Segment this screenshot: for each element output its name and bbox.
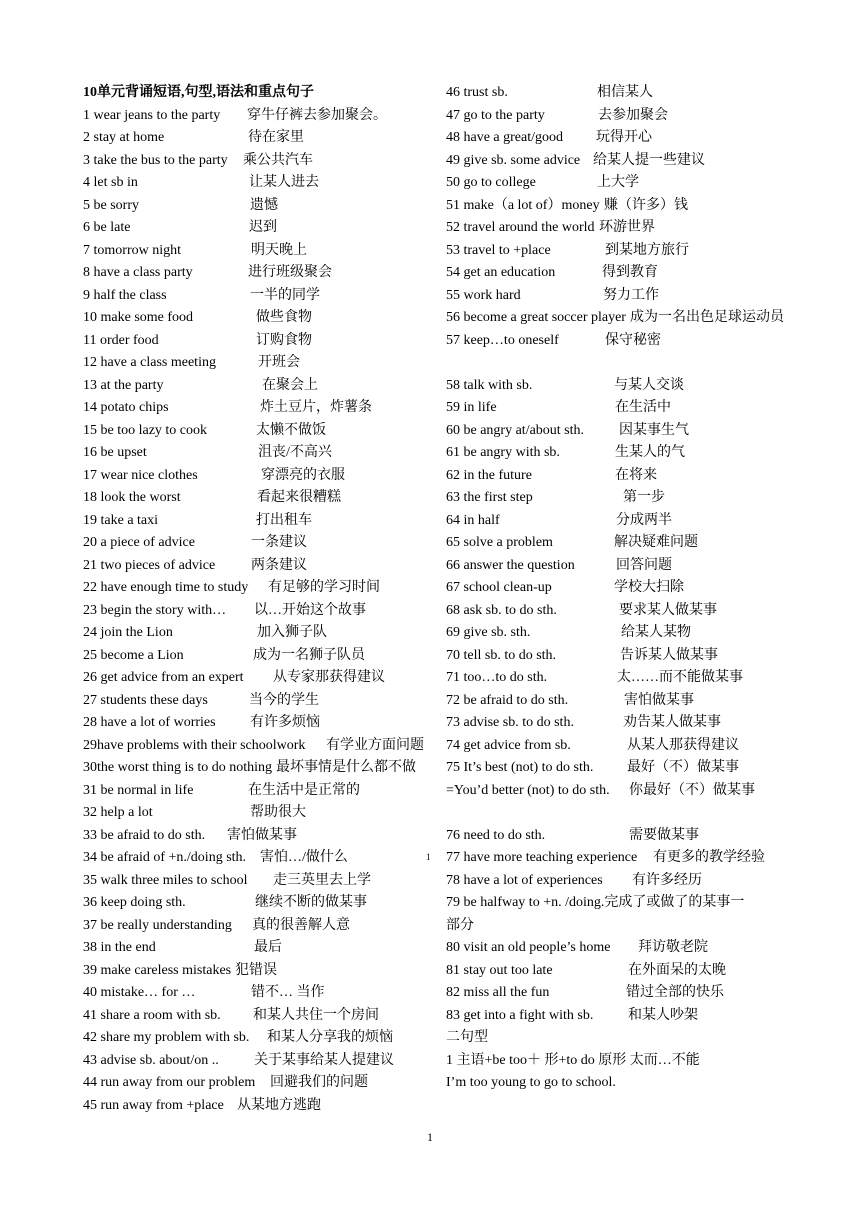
phrase-chinese: 给某人某物 [621, 625, 691, 640]
phrase-english: 1 主语+be too＋ 形+to do 原形 太而…不能 [446, 1052, 700, 1068]
phrase-english: 41 share a room with sb. [83, 1007, 221, 1023]
phrase-english: 82 miss all the fun [446, 985, 550, 1000]
phrase-line [83, 712, 435, 735]
phrase-chinese: 沮丧/不高兴 [258, 445, 332, 460]
page-number: 1 [427, 1130, 433, 1144]
phrase-chinese: 以…开始这个故事 [254, 602, 366, 618]
phrase-english: 55 work hard [446, 287, 521, 303]
phrase-chinese: 做些食物 [256, 310, 312, 325]
phrase-chinese: 关于某事给某人提建议 [254, 1052, 394, 1068]
phrase-line [446, 780, 826, 803]
phrase-english: 24 join the Lion [83, 625, 173, 640]
phrase-chinese: 成为一名狮子队员 [253, 647, 365, 663]
phrase-english: 59 in life [446, 400, 497, 415]
phrase-line [446, 577, 826, 600]
phrase-chinese: 劝告某人做某事 [623, 715, 721, 730]
phrase-chinese: 在外面呆的太晚 [628, 962, 726, 978]
phrase-chinese: 玩得开心 [596, 130, 652, 145]
phrase-line [446, 240, 826, 263]
phrase-line [83, 172, 435, 195]
phrase-english: 22 have enough time to study [83, 580, 249, 595]
phrase-english: 58 talk with sb. [446, 377, 533, 393]
phrase-chinese: 回避我们的问题 [270, 1075, 368, 1090]
phrase-chinese: 当今的学生 [249, 692, 319, 708]
phrase-chinese: 两条建议 [251, 557, 307, 573]
phrase-chinese: 有更多的教学经验 [653, 850, 765, 865]
phrase-english: 9 half the class [83, 287, 167, 303]
phrase-line [446, 870, 826, 893]
phrase-english: 46 trust sb. [446, 85, 508, 100]
phrase-chinese: 得到教育 [602, 265, 658, 280]
phrase-line [83, 352, 435, 375]
phrase-english: 2 stay at home [83, 130, 165, 145]
phrase-line [446, 330, 826, 353]
phrase-english: 75 It’s best (not) to do sth. [446, 760, 594, 775]
phrase-chinese: 有学业方面问题 [326, 737, 424, 753]
phrase-chinese: 相信某人 [597, 85, 653, 100]
phrase-english: 72 be afraid to do sth. [446, 692, 569, 708]
phrase-line [83, 195, 435, 218]
left-column [83, 82, 435, 1117]
phrase-english: 67 school clean-up [446, 580, 552, 595]
phrase-line [446, 1027, 826, 1050]
phrase-chinese: 迟到 [249, 220, 277, 235]
phrase-line [446, 712, 826, 735]
phrase-english: 60 be angry at/about sth. [446, 422, 585, 438]
phrase-line [446, 105, 826, 128]
phrase-english: 30the worst thing is to do nothing [83, 760, 272, 775]
phrase-line [446, 555, 826, 578]
phrase-english: 20 a piece of advice [83, 535, 195, 550]
right-phrase-list-b [446, 375, 826, 1095]
phrase-chinese: 太……而不能做某事 [617, 670, 743, 685]
phrase-line [83, 915, 435, 938]
phrase-chinese: 走三英里去上学 [273, 872, 371, 888]
phrase-line [83, 150, 435, 173]
phrase-english: 62 in the future [446, 467, 532, 483]
phrase-english: 10 make some food [83, 310, 194, 325]
phrase-line [83, 105, 435, 128]
phrase-english: 33 be afraid to do sth. [83, 827, 206, 843]
phrase-line [83, 645, 435, 668]
phrase-line [446, 397, 826, 420]
phrase-chinese: 害怕做某事 [624, 692, 694, 708]
phrase-line [83, 1050, 435, 1073]
phrase-chinese: 继续不断的做某事 [255, 895, 367, 910]
phrase-line [446, 262, 826, 285]
phrase-line [446, 420, 826, 443]
phrase-line [446, 892, 826, 915]
phrase-chinese: 明天晚上 [251, 242, 307, 258]
phrase-english: 51 make（a lot of）money [446, 197, 600, 213]
phrase-chinese: 赚（许多）钱 [604, 197, 688, 213]
phrase-english: 83 get into a fight with sb. [446, 1007, 594, 1023]
phrase-english: 27 students these days [83, 692, 208, 708]
phrase-chinese: 去参加聚会 [598, 107, 668, 123]
phrase-english: 18 look the worst [83, 490, 181, 505]
phrase-english: 57 keep…to oneself [446, 332, 559, 348]
phrase-english: 74 get advice from sb. [446, 737, 571, 753]
phrase-english: 13 at the party [83, 377, 164, 393]
phrase-chinese: 订购食物 [256, 332, 312, 348]
phrase-line [83, 307, 435, 330]
phrase-line [83, 330, 435, 353]
phrase-chinese: 在将来 [615, 467, 657, 483]
phrase-chinese: 和某人分享我的烦恼 [267, 1030, 393, 1045]
phrase-english: 8 have a class party [83, 265, 193, 280]
phrase-line [83, 240, 435, 263]
phrase-english: 64 in half [446, 512, 500, 528]
phrase-chinese: 开班会 [258, 355, 300, 370]
phrase-english: 76 need to do sth. [446, 827, 546, 843]
phrase-chinese: 最坏事情是什么都不做 [276, 760, 416, 775]
phrase-line [83, 892, 435, 915]
phrase-line [446, 667, 826, 690]
phrase-english: 53 travel to +place [446, 242, 551, 258]
phrase-line [83, 262, 435, 285]
phrase-english: 31 be normal in life [83, 782, 194, 798]
phrase-chinese: 给某人提一些建议 [593, 152, 705, 168]
phrase-english: 29have problems with their schoolwork [83, 737, 306, 753]
phrase-english: 40 mistake… for … [83, 985, 196, 1000]
phrase-chinese: 炸土豆片，炸薯条 [260, 400, 372, 415]
phrase-line [83, 802, 435, 825]
phrase-line [83, 825, 435, 848]
phrase-line [83, 510, 435, 533]
phrase-chinese: 努力工作 [603, 287, 659, 303]
phrase-line [446, 735, 826, 758]
phrase-line [83, 487, 435, 510]
phrase-chinese: 从某人那获得建议 [627, 737, 739, 753]
phrase-english: 14 potato chips [83, 400, 169, 415]
phrase-line [446, 487, 826, 510]
phrase-line [446, 937, 826, 960]
phrase-chinese: 从某地方逃跑 [237, 1097, 321, 1113]
phrase-line [83, 600, 435, 623]
phrase-line [83, 690, 435, 713]
left-phrase-list [83, 105, 435, 1118]
phrase-english: 35 walk three miles to school [83, 872, 248, 888]
phrase-chinese: 需要做某事 [629, 827, 699, 843]
phrase-english: 25 become a Lion [83, 647, 184, 663]
phrase-english: 1 wear jeans to the party [83, 107, 221, 123]
phrase-chinese: 因某事生气 [619, 422, 689, 438]
phrase-line [83, 960, 435, 983]
phrase-english: 12 have a class meeting [83, 355, 216, 370]
phrase-line [446, 82, 826, 105]
phrase-english: 73 advise sb. to do sth. [446, 715, 574, 730]
margin-mark: 1 [426, 852, 431, 862]
phrase-line [446, 825, 826, 848]
phrase-line [446, 802, 826, 825]
phrase-english: 23 begin the story with… [83, 602, 227, 618]
phrase-chinese: 有足够的学习时间 [268, 580, 380, 595]
phrase-english: 54 get an education [446, 265, 556, 280]
phrase-chinese: 从专家那获得建议 [273, 670, 385, 685]
phrase-chinese: 和某人共住一个房间 [253, 1007, 379, 1023]
phrase-line [83, 735, 435, 758]
phrase-line [83, 420, 435, 443]
phrase-line [446, 195, 826, 218]
phrase-line [446, 690, 826, 713]
phrase-chinese: 让某人进去 [249, 175, 319, 190]
phrase-chinese: 看起来很糟糕 [257, 490, 341, 505]
phrase-chinese: 遗憾 [250, 197, 278, 213]
phrase-chinese: 乘公共汽车 [243, 152, 313, 168]
phrase-english: 部分 [446, 917, 474, 933]
phrase-chinese: 上大学 [597, 175, 639, 190]
phrase-line [446, 757, 826, 780]
phrase-english: 79 be halfway to +n. /doing.完成了或做了的某事一 [446, 895, 745, 910]
phrase-english: 81 stay out too late [446, 962, 553, 978]
phrase-english: 34 be afraid of +n./doing sth. [83, 850, 247, 865]
phrase-english: 32 help a lot [83, 805, 153, 820]
phrase-english: 45 run away from +place [83, 1097, 224, 1113]
phrase-line [446, 375, 826, 398]
phrase-english: 78 have a lot of experiences [446, 872, 603, 888]
phrase-chinese: 穿牛仔裤去参加聚会。 [247, 107, 387, 123]
phrase-english: 11 order food [83, 332, 159, 348]
phrase-english: 28 have a lot of worries [83, 715, 216, 730]
phrase-english: 19 take a taxi [83, 512, 159, 528]
phrase-english: I’m too young to go to school. [446, 1075, 616, 1090]
phrase-chinese: 拜访敬老院 [638, 940, 708, 955]
phrase-english: 50 go to college [446, 175, 536, 190]
phrase-chinese: 一条建议 [251, 535, 307, 550]
phrase-line [83, 757, 435, 780]
phrase-chinese: 错过全部的快乐 [626, 985, 724, 1000]
phrase-english: 44 run away from our problem [83, 1075, 256, 1090]
phrase-line [446, 442, 826, 465]
phrase-english: 37 be really understanding [83, 917, 232, 933]
phrase-chinese: 进行班级聚会 [248, 265, 332, 280]
phrase-english: 80 visit an old people’s home [446, 940, 611, 955]
phrase-chinese: 生某人的气 [615, 445, 685, 460]
phrase-english: 61 be angry with sb. [446, 445, 560, 460]
phrase-line [83, 937, 435, 960]
phrase-english: 5 be sorry [83, 197, 139, 213]
section-gap [446, 352, 826, 375]
phrase-line [83, 127, 435, 150]
phrase-chinese: 与某人交谈 [614, 377, 684, 393]
phrase-english: 39 make careless mistakes [83, 962, 232, 978]
phrase-english: 47 go to the party [446, 107, 545, 123]
phrase-line [83, 465, 435, 488]
phrase-line [83, 1072, 435, 1095]
phrase-line [83, 555, 435, 578]
phrase-english: 49 give sb. some advice [446, 152, 581, 168]
phrase-chinese: 加入狮子队 [257, 625, 327, 640]
phrase-chinese: 在生活中是正常的 [248, 782, 360, 798]
phrase-line [446, 600, 826, 623]
phrase-english: =You’d better (not) to do sth. [446, 782, 610, 798]
phrase-chinese: 到某地方旅行 [605, 242, 689, 258]
right-phrase-list-a [446, 82, 826, 352]
phrase-english: 48 have a great/good [446, 130, 564, 145]
phrase-chinese: 和某人吵架 [628, 1007, 698, 1023]
phrase-chinese: 最好（不）做某事 [627, 760, 739, 775]
phrase-english: 63 the first step [446, 490, 533, 505]
phrase-english: 38 in the end [83, 940, 156, 955]
phrase-chinese: 有许多烦恼 [250, 715, 320, 730]
phrase-line [83, 1027, 435, 1050]
phrase-chinese: 环游世界 [599, 220, 655, 235]
phrase-line [446, 847, 826, 870]
phrase-chinese: 帮助很大 [250, 805, 306, 820]
phrase-line [83, 375, 435, 398]
phrase-chinese: 告诉某人做某事 [620, 647, 718, 663]
phrase-line [446, 645, 826, 668]
phrase-line [446, 622, 826, 645]
phrase-line [446, 960, 826, 983]
phrase-english: 3 take the bus to the party [83, 152, 228, 168]
phrase-english: 16 be upset [83, 445, 147, 460]
phrase-line [446, 1072, 826, 1095]
phrase-chinese: 打出租车 [256, 512, 312, 528]
phrase-chinese: 在生活中 [615, 400, 671, 415]
phrase-english: 21 two pieces of advice [83, 557, 216, 573]
phrase-english: 4 let sb in [83, 175, 138, 190]
phrase-english: 52 travel around the world [446, 220, 595, 235]
phrase-english: 69 give sb. sth. [446, 625, 531, 640]
phrase-english: 42 share my problem with sb. [83, 1030, 250, 1045]
phrase-line [446, 172, 826, 195]
phrase-line [446, 982, 826, 1005]
phrase-english: 26 get advice from an expert [83, 670, 244, 685]
phrase-line [446, 532, 826, 555]
page-title: 10单元背诵短语,句型,语法和重点句子 [83, 85, 314, 100]
phrase-chinese: 犯错误 [235, 962, 277, 978]
phrase-chinese: 解决疑难问题 [614, 535, 698, 550]
phrase-english: 70 tell sb. to do sth. [446, 647, 557, 663]
phrase-line [83, 847, 435, 870]
phrase-chinese: 一半的同学 [250, 287, 320, 303]
phrase-chinese: 最后 [254, 940, 282, 955]
phrase-line [446, 1050, 826, 1073]
phrase-line [446, 915, 826, 938]
phrase-english: 66 answer the question [446, 557, 575, 573]
phrase-chinese: 太懒不做饭 [256, 422, 326, 438]
phrase-chinese: 要求某人做某事 [619, 602, 717, 618]
phrase-chinese: 分成两半 [616, 512, 672, 528]
right-column [446, 82, 826, 1095]
phrase-english: 71 too…to do sth. [446, 670, 548, 685]
phrase-line [83, 397, 435, 420]
phrase-line [446, 127, 826, 150]
phrase-line [446, 285, 826, 308]
phrase-english: 7 tomorrow night [83, 242, 181, 258]
phrase-line [446, 307, 826, 330]
phrase-english: 36 keep doing sth. [83, 895, 186, 910]
phrase-english: 15 be too lazy to cook [83, 422, 208, 438]
phrase-english: 65 solve a problem [446, 535, 553, 550]
phrase-line [83, 285, 435, 308]
phrase-line [83, 532, 435, 555]
phrase-line [83, 667, 435, 690]
phrase-chinese: 真的很善解人意 [252, 917, 350, 933]
phrase-chinese: 待在家里 [248, 130, 304, 145]
phrase-english: 43 advise sb. about/on .. [83, 1052, 219, 1068]
phrase-chinese: 有许多经历 [632, 872, 702, 888]
phrase-chinese: 在聚会上 [262, 377, 318, 393]
phrase-english: 二句型 [446, 1030, 488, 1045]
phrase-line [83, 217, 435, 240]
phrase-chinese: 错不… 当作 [251, 985, 325, 1000]
phrase-english: 17 wear nice clothes [83, 467, 198, 483]
phrase-line [83, 982, 435, 1005]
phrase-line [446, 217, 826, 240]
phrase-chinese: 学校大扫除 [614, 580, 684, 595]
phrase-english: 77 have more teaching experience [446, 850, 638, 865]
phrase-line [83, 1005, 435, 1028]
phrase-chinese: 保守秘密 [605, 332, 661, 348]
phrase-line [446, 465, 826, 488]
phrase-line [83, 1095, 435, 1118]
phrase-chinese: 穿漂亮的衣服 [261, 467, 345, 483]
phrase-chinese: 成为一名出色足球运动员 [630, 310, 784, 325]
phrase-line [446, 510, 826, 533]
phrase-chinese: 第一步 [623, 490, 665, 505]
phrase-english: 6 be late [83, 220, 131, 235]
phrase-chinese: 害怕…/做什么 [260, 850, 348, 865]
phrase-line [83, 622, 435, 645]
phrase-line [83, 442, 435, 465]
phrase-line [83, 577, 435, 600]
phrase-english: 68 ask sb. to do sth. [446, 602, 557, 618]
phrase-chinese: 你最好（不）做某事 [629, 782, 755, 798]
phrase-line [83, 780, 435, 803]
phrase-line [446, 1005, 826, 1028]
phrase-chinese: 回答问题 [616, 557, 672, 573]
phrase-line [83, 870, 435, 893]
phrase-chinese: 害怕做某事 [227, 827, 297, 843]
phrase-english: 56 become a great soccer player [446, 310, 626, 325]
phrase-line [446, 150, 826, 173]
